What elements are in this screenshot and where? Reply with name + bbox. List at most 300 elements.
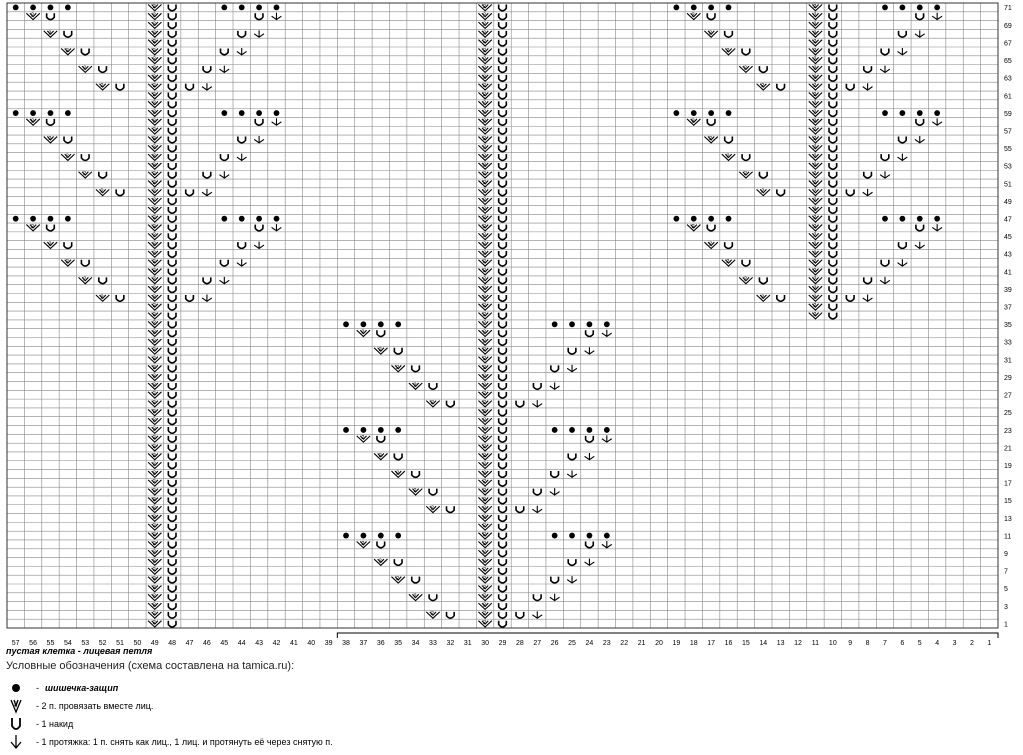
yarn-over-icon [777,295,785,301]
k2tog-label: 2 [813,135,817,142]
skpo-arrow-icon [567,471,577,478]
k2tog-label: 2 [152,153,156,160]
bobble-dot-icon [708,110,714,116]
k2tog-label: 2 [743,65,747,72]
yarn-over-icon [168,198,176,204]
k2tog-label: 2 [152,496,156,503]
k2tog-label: 2 [483,171,487,178]
yarn-over-icon [759,277,767,283]
yarn-over-icon [168,40,176,46]
yarn-over-icon [99,66,107,72]
k2tog-label: 2 [483,329,487,336]
k2tog-label: 2 [483,241,487,248]
yarn-over-icon [499,612,507,618]
skpo-arrow-icon [915,30,925,37]
k2tog-label: 2 [483,347,487,354]
k2tog-label: 2 [152,470,156,477]
yarn-over-icon [447,612,455,618]
yarn-over-icon [220,154,228,160]
column-number: 2 [969,640,974,647]
yarn-over-icon [516,401,524,407]
k2tog-label: 2 [813,311,817,318]
column-number: 18 [689,640,698,647]
yarn-over-icon [499,216,507,222]
k2tog-label: 2 [709,135,713,142]
k2tog-label: 2 [152,443,156,450]
k2tog-label: 2 [430,611,434,618]
yarn-over-icon [499,471,507,477]
column-number: 16 [724,640,733,647]
yarn-over-icon [499,515,507,521]
yarn-over-icon [168,110,176,116]
yarn-over-icon [499,286,507,292]
yarn-over-icon [116,295,124,301]
yarn-over-icon [499,93,507,99]
yarn-over-icon [168,436,176,442]
bobble-dot-icon [899,216,905,222]
k2tog-label: 2 [813,109,817,116]
yarn-over-icon [533,383,541,389]
yarn-over-icon [499,436,507,442]
k2tog-label: 2 [152,206,156,213]
svg-text:2: 2 [14,702,18,708]
bobble-dot-icon [569,427,575,433]
bobble-dot-icon [604,321,610,327]
row-number: 69 [1004,22,1012,30]
yarn-over-icon [168,128,176,134]
skpo-arrow-icon [8,734,30,750]
yarn-over-icon [186,189,194,195]
skpo-arrow-icon [219,66,229,73]
k2tog-label: 2 [152,426,156,433]
yarn-over-icon [168,445,176,451]
k2tog-label: 2 [483,470,487,477]
k2tog-label: 2 [152,399,156,406]
yarn-over-icon [846,295,854,301]
bobble-dot-icon [361,533,367,539]
k2tog-label: 2 [483,382,487,389]
k2tog-label: 2 [152,276,156,283]
yarn-over-icon [499,22,507,28]
yarn-over-icon [864,66,872,72]
row-number: 5 [1004,586,1008,594]
yarn-over-icon [168,541,176,547]
yarn-over-icon [829,66,837,72]
bobble-dot-icon [395,533,401,539]
k2tog-label: 2 [396,364,400,371]
column-number: 11 [811,640,820,647]
yarn-over-icon [499,585,507,591]
legend-text-skpo: - 1 протяжка: 1 п. снять как лиц., 1 лиц. и протянуть её через снятую п. [36,737,333,747]
k2tog-label: 2 [152,461,156,468]
yarn-over-icon [829,154,837,160]
k2tog-label: 2 [483,267,487,274]
k2tog-label: 2 [483,197,487,204]
column-number: 55 [46,640,55,647]
column-number: 29 [498,640,507,647]
k2tog-label: 2 [813,39,817,46]
k2tog-label: 2 [361,540,365,547]
bobble-dot-icon [274,5,280,11]
k2tog-label: 2 [152,452,156,459]
yarn-over-icon [586,436,594,442]
bobble-dot-icon [899,5,905,11]
k2tog-label: 2 [813,65,817,72]
row-number: 1 [1004,621,1008,629]
k2tog-label: 2 [48,135,52,142]
yarn-over-icon [168,603,176,609]
k2tog-label: 2 [709,241,713,248]
bobble-dot-icon [899,110,905,116]
k2tog-label: 2 [483,399,487,406]
yarn-over-icon [168,383,176,389]
skpo-arrow-icon [932,118,942,125]
yarn-over-icon [707,119,715,125]
k2tog-label: 2 [813,197,817,204]
yarn-over-icon [168,568,176,574]
bobble-dot-icon [378,427,384,433]
chart-symbols [13,4,942,627]
skpo-arrow-icon [567,576,577,583]
column-number: 14 [759,640,768,647]
bobble-dot-icon [726,5,732,11]
yarn-over-icon [829,269,837,275]
yarn-over-icon [759,172,767,178]
k2tog-label: 2 [152,338,156,345]
k2tog-label: 2 [726,259,730,266]
yarn-over-icon [829,189,837,195]
k2tog-label: 2 [483,250,487,257]
yarn-over-icon [499,374,507,380]
k2tog-label: 2 [483,417,487,424]
k2tog-label: 2 [761,188,765,195]
bobble-dot-icon [239,5,245,11]
k2tog-label: 2 [152,65,156,72]
k2tog-label: 2 [152,118,156,125]
yarn-over-icon [864,172,872,178]
yarn-over-icon [168,612,176,618]
yarn-over-icon [168,621,176,627]
k2tog-label: 2 [378,452,382,459]
yarn-over-icon [168,585,176,591]
bobble-dot-icon [691,216,697,222]
yarn-over-icon [499,427,507,433]
yarn-over-icon [238,242,246,248]
yarn-over-icon [168,427,176,433]
column-number: 19 [672,640,681,647]
yarn-over-icon [64,31,72,37]
skpo-arrow-icon [880,171,890,178]
yarn-over-icon [168,22,176,28]
yarn-over-icon [707,225,715,231]
k2tog-label: 2 [83,276,87,283]
yarn-over-icon [168,163,176,169]
column-number: 3 [952,640,957,647]
yarn-over-icon [586,541,594,547]
k2tog-label: 2 [152,391,156,398]
k2tog-label: 2 [483,276,487,283]
row-number: 51 [1004,181,1012,189]
column-number: 13 [776,640,785,647]
column-number: 30 [481,640,490,647]
k2tog-label: 2 [813,3,817,10]
yarn-over-icon [168,172,176,178]
yarn-over-icon [394,348,402,354]
legend-item-skpo [8,734,333,750]
yarn-over-icon [99,277,107,283]
skpo-arrow-icon [898,48,908,55]
column-number: 52 [98,640,107,647]
k2tog-label: 2 [483,294,487,301]
k2tog-label: 2 [483,514,487,521]
skpo-arrow-icon [219,277,229,284]
skpo-arrow-icon [532,400,542,407]
yarn-over-icon [499,242,507,248]
bobble-dot-icon [587,427,593,433]
yarn-over-icon [168,225,176,231]
k2tog-label: 2 [100,294,104,301]
row-number: 41 [1004,269,1012,277]
bobble-dot-icon [274,110,280,116]
k2tog-label: 2 [413,382,417,389]
yarn-over-icon [568,348,576,354]
yarn-over-icon [829,181,837,187]
k2tog-label: 2 [813,232,817,239]
k2tog-label: 2 [813,171,817,178]
bobble-dot-icon [378,321,384,327]
yarn-over-icon [829,225,837,231]
yarn-over-icon [499,401,507,407]
row-number: 71 [1004,5,1012,13]
k2tog-label: 2 [152,435,156,442]
yarn-over-icon [829,145,837,151]
k2tog-label: 2 [413,593,417,600]
k2tog-label: 2 [152,223,156,230]
k2tog-label: 2 [483,584,487,591]
bobble-dot-icon [239,110,245,116]
k2tog-label: 2 [483,162,487,169]
yarn-over-icon [116,84,124,90]
k2tog-label: 2 [152,311,156,318]
yarn-over-icon [499,207,507,213]
skpo-arrow-icon [219,171,229,178]
bobble-dot-icon [673,110,679,116]
yarn-over-icon [499,163,507,169]
skpo-arrow-icon [880,66,890,73]
row-number: 57 [1004,128,1012,136]
k2tog-label: 2 [813,83,817,90]
k2tog-label: 2 [483,532,487,539]
k2tog-label: 2 [813,12,817,19]
k2tog-label: 2 [152,250,156,257]
k2tog-label: 2 [483,21,487,28]
yarn-over-icon [412,471,420,477]
row-number: 9 [1004,550,1008,558]
yarn-over-icon [829,198,837,204]
yarn-over-icon [829,242,837,248]
bobble-dot-icon [934,110,940,116]
yarn-over-icon [168,137,176,143]
k2tog-label: 2 [48,241,52,248]
k2tog-label: 2 [152,294,156,301]
k2tog-label: 2 [152,567,156,574]
yarn-over-icon [551,577,559,583]
yarn-over-icon [777,84,785,90]
yarn-over-icon [168,260,176,266]
row-number: 59 [1004,110,1012,118]
yarn-over-icon [829,313,837,319]
column-number: 43 [255,640,263,647]
yarn-over-icon [499,57,507,63]
yarn-over-icon [168,374,176,380]
yarn-over-icon [168,49,176,55]
k2tog-label: 2 [152,267,156,274]
k2tog-label: 2 [152,540,156,547]
yarn-over-icon [499,110,507,116]
yarn-over-icon [499,453,507,459]
k2tog-label: 2 [152,408,156,415]
bobble-dot-icon [569,533,575,539]
yarn-over-icon [47,225,55,231]
yarn-over-icon [168,489,176,495]
yarn-over-icon [81,154,89,160]
k2tog-label: 2 [152,171,156,178]
row-number: 3 [1004,603,1008,611]
yarn-over-icon [916,225,924,231]
yarn-over-icon [881,154,889,160]
skpo-arrow-icon [272,118,282,125]
bobble-dot-icon [13,216,19,222]
yarn-over-icon [568,453,576,459]
yarn-over-icon [168,286,176,292]
k2tog-label: 2 [483,100,487,107]
k2tog-label: 2 [83,171,87,178]
yarn-over-icon [759,66,767,72]
yarn-over-icon [8,716,30,732]
column-number: 17 [707,640,716,647]
k2tog-label: 2 [413,488,417,494]
legend-title: Условные обозначения (схема составлена на tamica.ru): [6,660,295,672]
column-number: 56 [29,640,37,647]
row-number: 33 [1004,339,1012,347]
bobble-dot-icon [587,321,593,327]
bobble-dot-icon [708,5,714,11]
yarn-over-icon [499,577,507,583]
yarn-over-icon [829,251,837,257]
k2tog-label: 2 [30,12,35,19]
yarn-over-icon [168,269,176,275]
k2tog-label: 2 [483,523,487,530]
bobble-dot-icon [343,533,349,539]
column-number: 6 [900,640,905,647]
k2tog-label: 2 [813,91,817,98]
bobble-dot-icon [726,110,732,116]
skpo-arrow-icon [237,48,247,55]
k2tog-label: 2 [152,3,156,10]
k2tog-label: 2 [483,39,487,46]
k2tog-label: 2 [483,232,487,239]
yarn-over-icon [168,181,176,187]
k2tog-label: 2 [761,294,765,301]
k2tog-label: 2 [483,558,487,565]
yarn-over-icon [168,321,176,327]
yarn-over-icon [829,13,837,19]
k2tog-label: 2 [813,188,817,195]
row-number: 67 [1004,40,1012,48]
column-number: 50 [133,640,142,647]
yarn-over-icon [725,137,733,143]
column-number: 41 [289,640,298,647]
yarn-over-icon [742,260,750,266]
k2tog-label: 2 [483,303,487,310]
column-number: 34 [411,640,420,647]
yarn-over-icon [499,198,507,204]
yarn-over-icon [499,189,507,195]
skpo-arrow-icon [898,154,908,161]
skpo-arrow-icon [602,541,612,548]
k2tog-icon [8,698,30,714]
yarn-over-icon [168,418,176,424]
yarn-over-icon [377,330,385,336]
yarn-over-icon [377,541,385,547]
yarn-over-icon [394,453,402,459]
column-number: 51 [116,640,124,647]
column-number: 47 [185,640,194,647]
k2tog-label: 2 [152,47,156,54]
skpo-arrow-icon [272,13,282,20]
k2tog-label: 2 [483,56,487,63]
yarn-over-icon [499,269,507,275]
yarn-over-icon [429,594,437,600]
yarn-over-icon [168,154,176,160]
yarn-over-icon [238,31,246,37]
yarn-over-icon [168,480,176,486]
skpo-arrow-icon [237,259,247,266]
k2tog-label: 2 [483,391,487,398]
k2tog-label: 2 [813,206,817,213]
yarn-over-icon [168,84,176,90]
yarn-over-icon [499,225,507,231]
k2tog-label: 2 [483,355,487,362]
bobble-dot-icon [256,216,262,222]
k2tog-label: 2 [152,584,156,591]
yarn-over-icon [47,119,55,125]
k2tog-label: 2 [152,576,156,583]
k2tog-label: 2 [152,135,156,142]
k2tog-label: 2 [813,74,817,81]
k2tog-label: 2 [152,162,156,169]
bobble-dot-icon [552,533,558,539]
bobble-dot-icon [361,427,367,433]
k2tog-label: 2 [483,338,487,345]
k2tog-label: 2 [152,373,156,380]
row-number: 27 [1004,392,1012,400]
yarn-over-icon [499,145,507,151]
k2tog-label: 2 [483,452,487,459]
bobble-dot-icon [917,110,923,116]
yarn-over-icon [516,506,524,512]
k2tog-label: 2 [152,39,156,46]
column-number: 45 [220,640,229,647]
k2tog-label: 2 [483,259,487,266]
k2tog-label: 2 [813,285,817,292]
k2tog-label: 2 [152,593,156,600]
bobble-dot-icon [708,216,714,222]
yarn-over-icon [829,40,837,46]
legend-item-yarnover [8,716,73,732]
k2tog-label: 2 [378,558,382,565]
yarn-over-icon [499,84,507,90]
